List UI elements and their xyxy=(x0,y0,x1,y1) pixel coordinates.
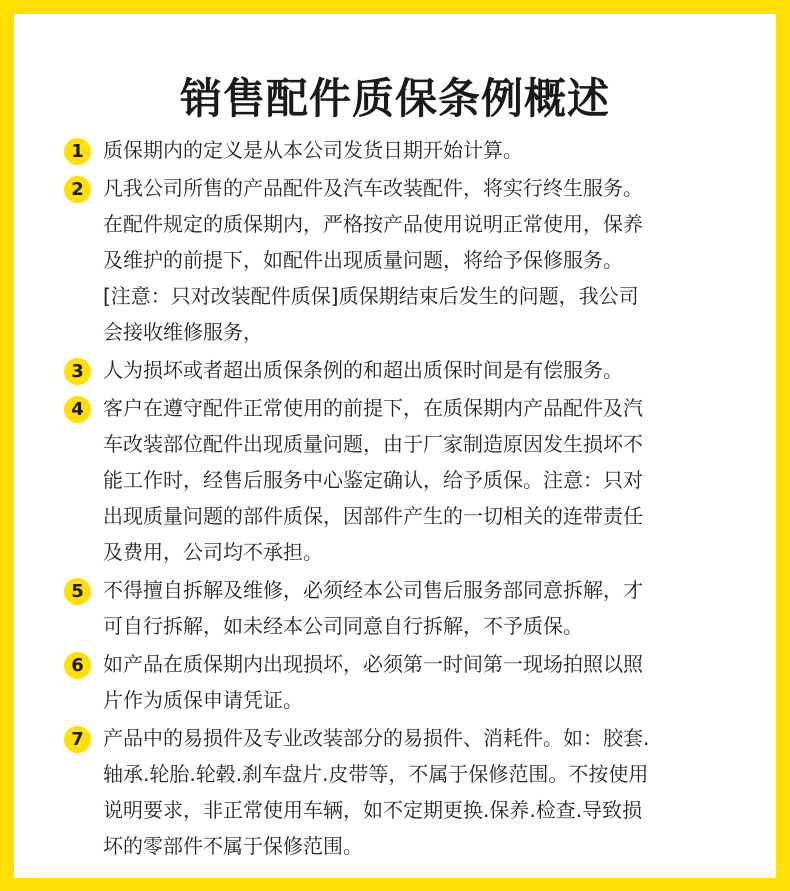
text-line: 不得擅自拆解及维修，必须经本公司售后服务部同意拆解，才 xyxy=(103,578,643,602)
number-badge: 2 xyxy=(64,176,91,203)
text-line: 片作为质保申请凭证。 xyxy=(103,688,303,712)
item-text xyxy=(103,390,743,570)
text-line: 质保期内的定义是从本公司发货日期开始计算。 xyxy=(103,138,523,162)
text-line: 说明要求，非正常使用车辆，如不定期更换.保养.检查.导致损 xyxy=(103,798,643,822)
content-panel xyxy=(14,14,776,878)
text-line: 及费用，公司均不承担。 xyxy=(103,540,323,564)
text-line: 会接收维修服务， xyxy=(103,320,263,344)
number-badge: 4 xyxy=(64,396,91,423)
text-line: 出现质量问题的部件质保，因部件产生的一切相关的连带责任 xyxy=(103,504,643,528)
terms-list xyxy=(14,132,776,866)
number-badge: 6 xyxy=(64,652,91,679)
text-line: 能工作时，经售后服务中心鉴定确认，给予质保。注意：只对 xyxy=(103,468,643,492)
item-text xyxy=(103,132,743,168)
item-text xyxy=(103,352,743,388)
list-item xyxy=(14,352,776,388)
number-badge: 5 xyxy=(64,578,91,605)
number-badge: 3 xyxy=(64,358,91,385)
number-badge: 1 xyxy=(64,138,91,165)
text-line: 如产品在质保期内出现损坏，必须第一时间第一现场拍照以照 xyxy=(103,652,643,676)
text-line: 及维护的前提下，如配件出现质量问题，将给予保修服务。 xyxy=(103,248,623,272)
text-line: 可自行拆解，如未经本公司同意自行拆解，不予质保。 xyxy=(103,614,583,638)
text-line: 在配件规定的质保期内，严格按产品使用说明正常使用，保养 xyxy=(103,212,643,236)
text-line: 车改装部位配件出现质量问题，由于厂家制造原因发生损坏不 xyxy=(103,432,643,456)
text-line: 产品中的易损件及专业改装部分的易损件、消耗件。如：胶套. xyxy=(103,726,650,750)
list-item xyxy=(14,390,776,570)
text-line: 凡我公司所售的产品配件及汽车改装配件，将实行终生服务。 xyxy=(103,176,643,200)
text-line: 坏的零部件不属于保修范围。 xyxy=(103,834,363,858)
number-badge: 7 xyxy=(64,726,91,753)
item-text xyxy=(103,720,743,864)
text-line: 客户在遵守配件正常使用的前提下，在质保期内产品配件及汽 xyxy=(103,396,643,420)
list-item xyxy=(14,170,776,350)
item-text xyxy=(103,170,743,350)
item-text xyxy=(103,646,743,718)
text-line: 轴承.轮胎.轮毂.刹车盘片.皮带等，不属于保修范围。不按使用 xyxy=(103,762,649,786)
item-text xyxy=(103,572,743,644)
list-item xyxy=(14,720,776,864)
list-item xyxy=(14,132,776,168)
page-title: 销售配件质保条例概述 xyxy=(179,74,610,123)
list-item xyxy=(14,646,776,718)
text-line: 人为损坏或者超出质保条例的和超出质保时间是有偿服务。 xyxy=(103,358,623,382)
text-line: [注意：只对改装配件质保]质保期结束后发生的问题，我公司 xyxy=(103,284,639,308)
list-item xyxy=(14,572,776,644)
